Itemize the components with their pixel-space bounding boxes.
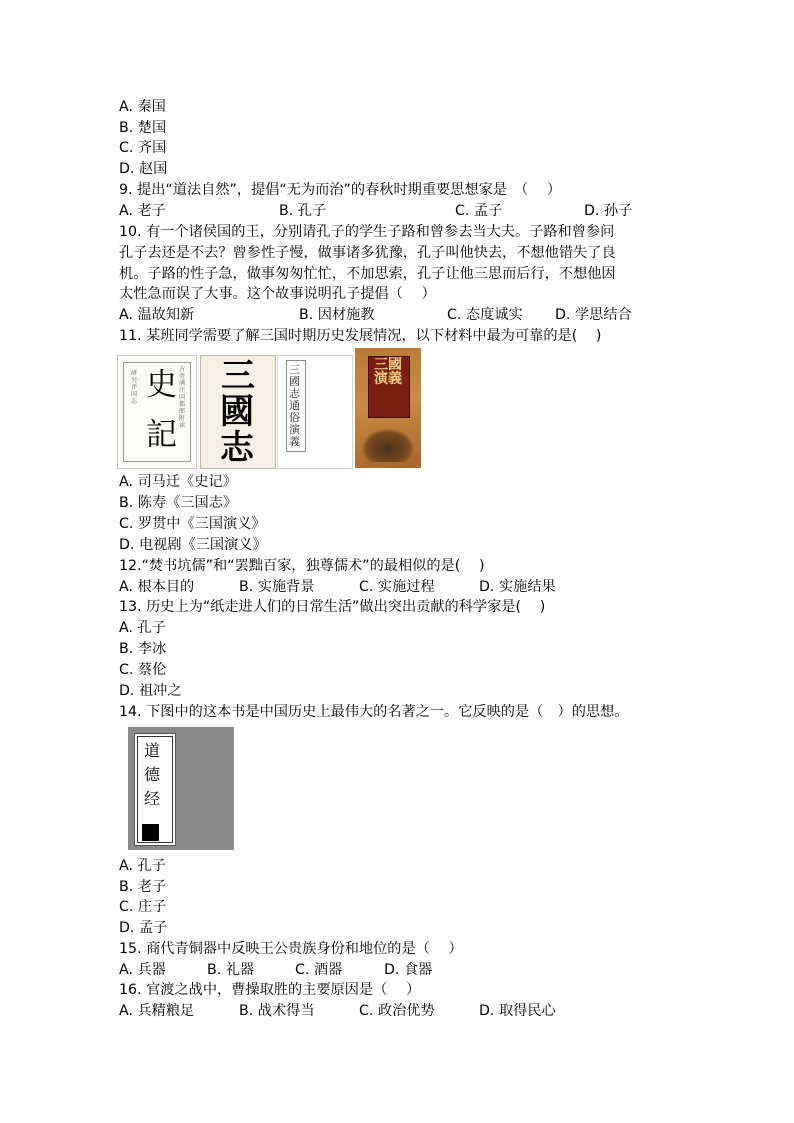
q9-option-a: A. 老子 — [119, 203, 166, 219]
q8-option-c: C. 齐国 — [119, 140, 167, 156]
shiji-book-image — [117, 355, 197, 469]
q13-option-c: C. 蔡伦 — [119, 662, 167, 678]
tongsu-yanyi-title: 三國志通俗演義 — [289, 363, 300, 448]
q16-option-a: A. 兵精粮足 — [119, 1003, 195, 1019]
shiji-char-2: 記 — [146, 417, 177, 453]
sanguozhi-char-2: 國 — [220, 392, 254, 432]
q14-option-a: A. 孔子 — [119, 858, 166, 874]
daodejing-char-1: 道 — [144, 741, 161, 760]
q11-option-d: D. 电视剧《三国演义》 — [119, 537, 267, 553]
q13-option-a: A. 孔子 — [119, 620, 166, 636]
q15-option-c: C. 酒器 — [295, 962, 343, 978]
q15-option-d: D. 食器 — [384, 962, 433, 978]
q11-option-c: C. 罗贯中《三国演义》 — [119, 516, 266, 532]
q12-option-b: B. 实施背景 — [239, 579, 315, 595]
q14-option-b: B. 老子 — [119, 879, 167, 895]
sanguozhi-char-1: 三 — [221, 356, 253, 396]
q10-stem-line-2: 孔子去还是不去？曾参性子慢，做事诸多犹豫，孔子叫他快去，不想他错失了良 — [119, 245, 616, 261]
yanyi-cover-title: 三國演義 — [374, 357, 402, 387]
q10-stem-line-4: 太性急而误了大事。这个故事说明孔子提倡（ ） — [119, 286, 436, 302]
q10-stem-line-3: 机。子路的性子急，做事匆匆忙忙，不加思索，孔子让他三思而后行，不想他因 — [119, 266, 616, 282]
q11-option-b: B. 陈寿《三国志》 — [119, 495, 238, 511]
q9-stem: 9. 提出“道法自然”，提倡“无为而治”的春秋时期重要思想家是 （ ） — [119, 182, 562, 198]
shiji-side-text-b: 方旁满注国都郎 附读 — [179, 366, 186, 429]
q16-option-d: D. 取得民心 — [479, 1003, 556, 1019]
q13-option-d: D. 祖冲之 — [119, 683, 182, 699]
sanguozhi-book-image — [200, 355, 276, 469]
q9-option-c: C. 孟子 — [455, 203, 503, 219]
q16-option-c: C. 政治优势 — [359, 1003, 435, 1019]
q10-option-c: C. 态度诚实 — [447, 307, 523, 323]
q10-option-b: B. 因材施教 — [299, 307, 375, 323]
q14-stem: 14. 下图中的这本书是中国历史上最伟大的名著之一。它反映的是（ ）的思想。 — [119, 704, 629, 720]
seal-block — [142, 824, 159, 841]
sanguozhi-tongsu-yanyi-image — [277, 355, 353, 469]
q10-stem-line-1: 10. 有一个诸侯国的王，分别请孔子的学生子路和曾参去当大夫。子路和曾参问 — [119, 224, 615, 240]
sanguo-yanyi-novel-cover-image — [355, 348, 421, 468]
daodejing-char-2: 德 — [144, 765, 161, 784]
horseman-illustration — [361, 428, 415, 462]
q16-option-b: B. 战术得当 — [239, 1003, 315, 1019]
q8-option-d: D. 赵国 — [119, 161, 168, 177]
shiji-char-1: 史 — [146, 367, 177, 403]
q13-option-b: B. 李冰 — [119, 641, 167, 657]
daodejing-book-image — [128, 727, 234, 850]
q12-stem: 12.“焚书坑儒”和“罢黜百家，独尊儒术”的最相似的是( ) — [119, 558, 485, 574]
q14-option-d: D. 孟子 — [119, 920, 168, 936]
q8-option-a: A. 秦国 — [119, 99, 166, 115]
sanguozhi-char-3: 志 — [220, 428, 254, 468]
q9-option-d: D. 孙子 — [584, 203, 633, 219]
q11-stem: 11. 某班同学需要了解三国时期历史发展情况，以下材料中最为可靠的是( ) — [119, 328, 602, 344]
q10-option-d: D. 学思结合 — [555, 307, 632, 323]
q12-option-d: D. 实施结果 — [479, 579, 556, 595]
q13-stem: 13. 历史上为“纸走进人们的日常生活”做出突出贡献的科学家是( ) — [119, 599, 546, 615]
q12-option-a: A. 根本目的 — [119, 579, 195, 595]
q8-option-b: B. 楚国 — [119, 120, 167, 136]
q15-option-b: B. 礼器 — [207, 962, 255, 978]
q10-option-a: A. 温故知新 — [119, 307, 195, 323]
shiji-side-text-a: 研究·评国志 — [131, 370, 139, 405]
q9-option-b: B. 孔子 — [279, 203, 327, 219]
q11-option-a: A. 司马迁《史记》 — [119, 474, 237, 490]
q16-stem: 16. 官渡之战中，曹操取胜的主要原因是（ ） — [119, 982, 421, 998]
q15-stem: 15. 商代青铜器中反映王公贵族身份和地位的是（ ） — [119, 941, 463, 957]
q14-option-c: C. 庄子 — [119, 899, 167, 915]
q12-option-c: C. 实施过程 — [359, 579, 435, 595]
q15-option-a: A. 兵器 — [119, 962, 166, 978]
daodejing-char-3: 经 — [144, 789, 161, 808]
